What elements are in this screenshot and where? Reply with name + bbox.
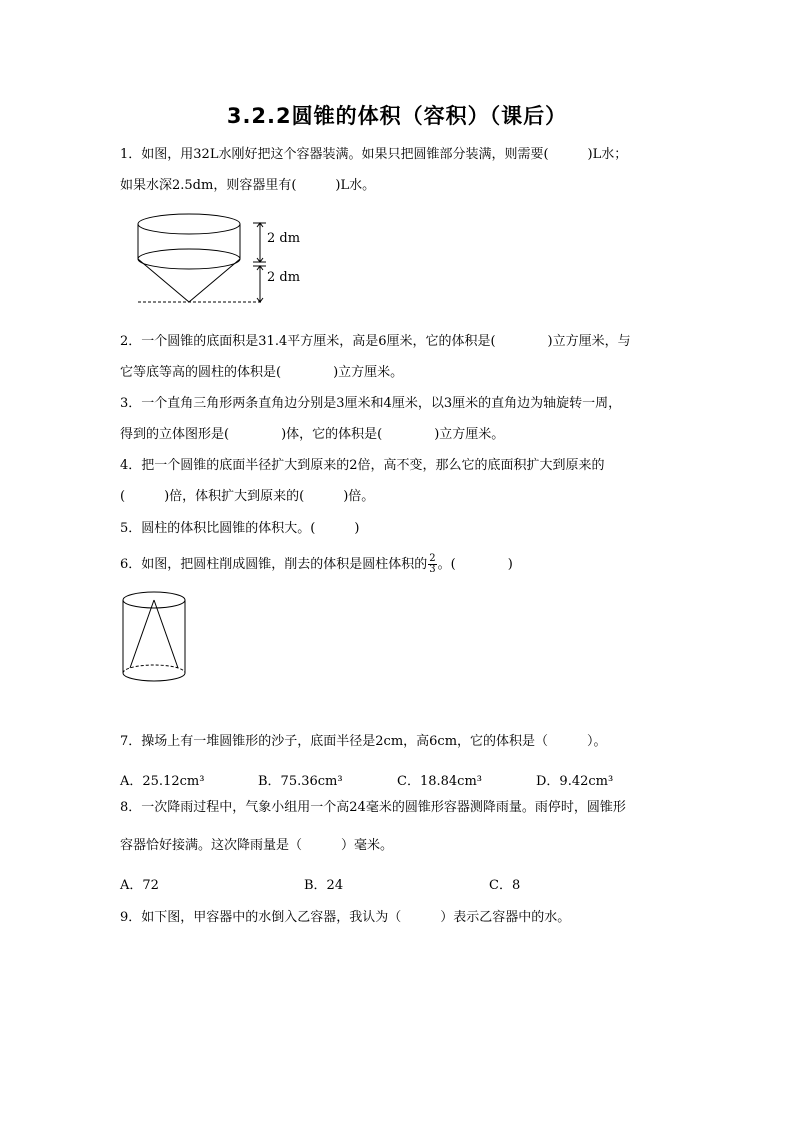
question-1-line-1: 1．如图，用32L水刚好把这个容器装满。如果只把圆锥部分装满，则需要( )L水； — [120, 147, 628, 162]
q7-option-c[interactable]: C．18.84cm³ — [397, 774, 482, 789]
question-9: 9．如下图，甲容器中的水倒入乙容器，我认为（ ）表示乙容器中的水。 — [120, 910, 571, 925]
q7-option-a[interactable]: A．25.12cm³ — [120, 774, 205, 789]
q7-option-b[interactable]: B．75.36cm³ — [258, 774, 343, 789]
q8-option-c[interactable]: C．8 — [489, 878, 521, 893]
question-4-line-2: ( )倍，体积扩大到原来的( )倍。 — [120, 489, 375, 504]
fraction-numerator: 2 — [429, 553, 436, 564]
question-1-line-2: 如果水深2.5dm，则容器里有( )L水。 — [120, 178, 376, 193]
question-6-text: 6．如图，把圆柱削成圆锥，削去的体积是圆柱体积的 — [120, 557, 428, 572]
page-title: 3.2.2圆锥的体积（容积）（课后） — [226, 104, 568, 128]
fraction — [428, 554, 436, 575]
question-8-line-1: 8．一次降雨过程中，气象小组用一个高24毫米的圆锥形容器测降雨量。雨停时，圆锥形 — [120, 800, 626, 815]
q7-option-d[interactable]: D．9.42cm³ — [536, 774, 614, 789]
q8-option-b[interactable]: B．24 — [304, 878, 344, 893]
fraction-denominator: 3 — [429, 564, 436, 575]
dimension-label-top: 2 dm — [267, 231, 301, 246]
cylinder-with-inscribed-cone-figure — [118, 588, 198, 688]
question-2-line-1: 2．一个圆锥的底面积是31.4平方厘米，高是6厘米，它的体积是( )立方厘米，与 — [120, 334, 631, 349]
question-4-line-1: 4．把一个圆锥的底面半径扩大到原来的2倍，高不变，那么它的底面积扩大到原来的 — [120, 458, 605, 473]
question-6 — [120, 554, 513, 576]
question-3-line-1: 3．一个直角三角形两条直角边分别是3厘米和4厘米，以3厘米的直角边为轴旋转一周， — [120, 396, 622, 411]
question-5: 5．圆柱的体积比圆锥的体积大。( ) — [120, 521, 360, 536]
question-3-line-2: 得到的立体图形是( )体，它的体积是( )立方厘米。 — [120, 427, 505, 442]
question-7: 7．操场上有一堆圆锥形的沙子，底面半径是2cm，高6cm，它的体积是（ ）。 — [120, 734, 607, 749]
cylinder-cone-container-figure — [130, 210, 310, 310]
question-6-answer-paren: 。( ) — [437, 557, 513, 572]
dimension-label-bottom: 2 dm — [267, 270, 301, 285]
question-8-line-2: 容器恰好接满。这次降雨量是（ ）毫米。 — [120, 838, 394, 853]
q8-option-a[interactable]: A．72 — [120, 878, 159, 893]
question-2-line-2: 它等底等高的圆柱的体积是( )立方厘米。 — [120, 365, 404, 380]
